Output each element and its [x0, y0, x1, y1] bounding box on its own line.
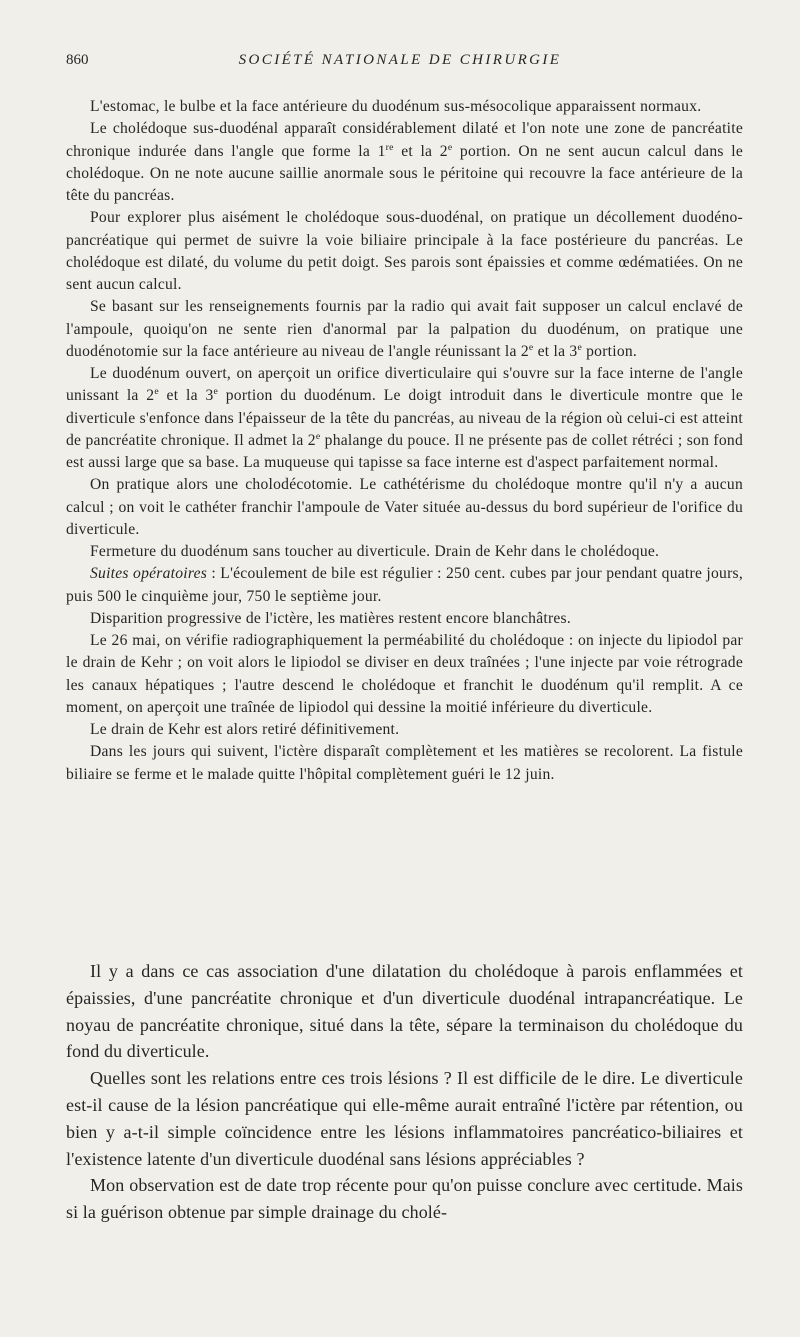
paragraph: Dans les jours qui suivent, l'ictère disparaît complètement et les matières se recolorent. La fistule biliaire se ferme et le malade quitte l'hôpital complètement guéri le 12 juin.	[66, 743, 743, 783]
paragraph: Mon observation est de date trop récente pour qu'on puisse conclure avec certitude. Mais si la guérison obtenue par simple drainage du cholé-	[66, 1175, 743, 1223]
observation-text	[66, 96, 743, 786]
paragraph: Il y a dans ce cas association d'une dilatation du cholédoque à parois enflammées et épaissies, d'une pancréatite chronique et d'un diverticule duodénal intrapancréatique. Le noyau de pancréatite chronique, situé dans la tête, sépare la terminaison du cholédoque du fond du diverticule.	[66, 961, 743, 1062]
paragraph: Le drain de Kehr est alors retiré définitivement.	[90, 721, 400, 738]
paragraph: Pour explorer plus aisément le cholédoque sous-duodénal, on pratique un décollement duodéno-pancréatique qui permet de suivre la voie biliaire principale à la face postérieure du pancréas. Le cholédoque est dilaté, du volume du petit doigt. Ses parois sont épaissies et comme œdématiées. On ne sent aucun calcul.	[66, 209, 743, 293]
paragraph: Quelles sont les relations entre ces trois lésions ? Il est difficile de le dire. Le diverticule est-il cause de la lésion pancréatique qui elle-même aurait entraîné l'ictère par rétention, ou bien y a-t-il simple coïncidence entre les lésions inflammatoires pancréatico-biliaires et l'existence latente d'un diverticule duodénal sans lésions appréciables ?	[66, 1068, 743, 1169]
paragraph: L'estomac, le bulbe et la face antérieure du duodénum sus-mésocolique apparaissent normaux.	[90, 98, 702, 115]
paragraph: Se basant sur les renseignements fournis par la radio qui avait fait supposer un calcul enclavé de l'ampoule, quoiqu'on ne sente rien d'anormal par la palpation du duodénum, on pratique une duodénotomie sur la face antérieure au niveau de l'angle réunissant la 2e et la 3e portion.	[66, 298, 743, 360]
paragraph: Le 26 mai, on vérifie radiographiquement la perméabilité du cholédoque : on injecte du lipiodol par le drain de Kehr ; on voit alors le lipiodol se diviser en deux traînées ; l'une injecte par voie rétrograde les canaux hépatiques ; l'autre descend le cholédoque et franchit le duodénum qu'il remplit. A ce moment, on aperçoit une traînée de lipiodol qui dessine la moitié inférieure du diverticule.	[66, 632, 743, 716]
page-number: 860	[66, 52, 89, 68]
paragraph: Suites opératoires : L'écoulement de bile est régulier : 250 cent. cubes par jour pendant quatre jours, puis 500 le cinquième jour, 750 le septième jour.	[66, 565, 744, 605]
page-header	[0, 52, 800, 76]
paragraph: On pratique alors une cholodécotomie. Le cathétérisme du cholédoque montre qu'il n'y a aucun calcul ; on voit le cathéter franchir l'ampoule de Vater située au-dessus du bord supérieur de l'orifice du diverticule.	[66, 476, 743, 538]
paragraph: Disparition progressive de l'ictère, les matières restent encore blanchâtres.	[90, 609, 572, 627]
paragraph: Fermeture du duodénum sans toucher au diverticule. Drain de Kehr dans le cholédoque.	[90, 543, 660, 560]
running-title: SOCIÉTÉ NATIONALE DE CHIRURGIE	[238, 52, 562, 68]
italic-label: Suites opératoires	[90, 565, 208, 583]
discussion-text	[66, 958, 743, 1226]
paragraph: Le duodénum ouvert, on aperçoit un orifice diverticulaire qui s'ouvre sur la face interne de l'angle unissant la 2e et la 3e portion du duodénum. Le doigt introduit dans le diverticule montre que le diverticule s'enfonce dans l'épaisseur de la tête du pancréas, au niveau de la région où celui-ci est atteint de pancréatite chronique. Il admet la 2e phalange du pouce. Il ne présente pas de collet rétréci ; son fond est aussi large que sa base. La muqueuse qui tapisse sa face interne est d'aspect parfaitement normal.	[66, 365, 743, 471]
paragraph: Le cholédoque sus-duodénal apparaît considérablement dilaté et l'on note une zone de pancréatite chronique indurée dans l'angle que forme la 1re et la 2e portion. On ne sent aucun calcul dans le cholédoque. On ne note aucune saillie anormale sous le péritoine qui recouvre la face antérieure de la tête du pancréas.	[66, 120, 744, 204]
